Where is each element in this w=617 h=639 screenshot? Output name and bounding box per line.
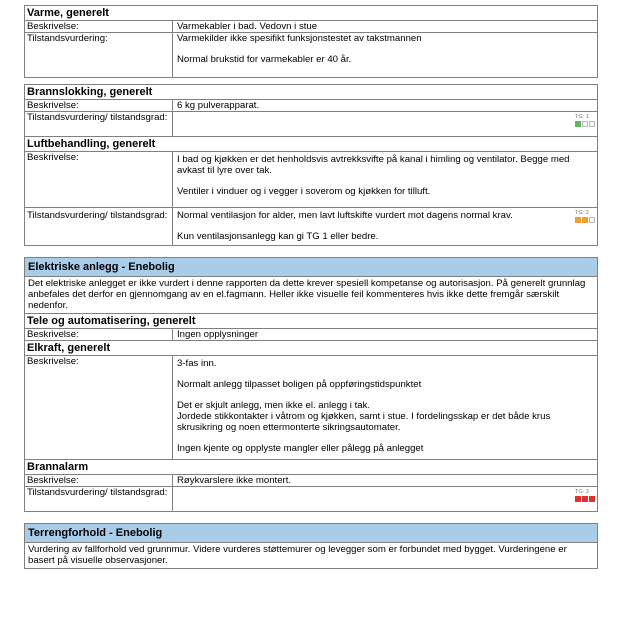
report-page (24, 5, 598, 569)
tg-cell-filled (582, 217, 588, 223)
value-text: I bad og kjøkken er det henholdsvis avtrekksvifte på kanal i himling og ventilator. Begge med avkast til lyre over tak. (177, 154, 570, 176)
value-text: 6 kg pulverapparat. (177, 100, 260, 111)
tg-indicator (575, 114, 595, 127)
row-value (173, 475, 597, 486)
row-value (173, 152, 597, 207)
section-elkraft (24, 341, 598, 460)
value-text: Normalt anlegg tilpasset boligen på oppføringstidspunktet (177, 379, 422, 390)
row-label: Beskrivelse: (25, 356, 173, 459)
section-varme (24, 5, 598, 78)
row-tilstand (25, 208, 597, 245)
main-section-text: Det elektriske anlegget er ikke vurdert i denne rapporten da dette krever spesiell kompetanse og autorisasjon. På generelt grunnlag anbefales det derfor en gjennomgang av en el.fagmann. Heller ikke visuelle feil kommenteres hvis ikke dette fremgår særskilt nedenfor. (28, 278, 586, 311)
row-label: Beskrivelse: (25, 21, 173, 32)
row-label: Tilstandsvurdering/ tilstandsgrad: (25, 112, 173, 136)
value-text: Varmekabler i bad. Vedovn i stue (177, 21, 318, 32)
section-luftbehandling (24, 137, 598, 246)
tg-cell (589, 217, 595, 223)
row-value (173, 112, 597, 136)
tg-bar (575, 217, 595, 223)
row-beskrivelse (25, 475, 597, 487)
value-text: Ingen opplysninger (177, 329, 259, 340)
row-value (173, 100, 597, 111)
value-text: Det er skjult anlegg, men ikke el. anlegg i tak. (177, 400, 371, 411)
row-label: Tilstandsvurdering: (25, 33, 173, 77)
tg-cell-filled (575, 217, 581, 223)
main-section-title: Elektriske anlegg - Enebolig (25, 258, 597, 277)
tg-bar (575, 121, 595, 127)
row-beskrivelse (25, 329, 597, 340)
row-beskrivelse (25, 21, 597, 33)
section-title: Varme, generelt (25, 6, 597, 21)
tg-label: TG: 3 (575, 489, 589, 495)
row-label: Beskrivelse: (25, 475, 173, 486)
tg-cell (589, 121, 595, 127)
tg-cell-filled (582, 496, 588, 502)
tg-label: TG: 1 (575, 114, 589, 120)
value-text: 3-fas inn. (177, 358, 217, 369)
tg-label: TG: 2 (575, 210, 589, 216)
value-text: Normal brukstid for varmekabler er 40 år. (177, 54, 352, 65)
row-label: Beskrivelse: (25, 152, 173, 207)
tg-cell-filled (589, 496, 595, 502)
value-text: Normal ventilasjon for alder, men lavt luftskifte vurdert mot dagens normal krav. (177, 210, 513, 221)
tg-bar (575, 496, 595, 502)
section-title: Brannalarm (25, 460, 597, 475)
row-value (173, 329, 597, 340)
section-title: Brannslokking, generelt (25, 85, 597, 100)
row-beskrivelse (25, 100, 597, 112)
row-value (173, 487, 597, 511)
section-title: Tele og automatisering, generelt (25, 314, 597, 329)
row-label: Tilstandsvurdering/ tilstandsgrad: (25, 487, 173, 511)
tg-indicator (575, 489, 595, 502)
row-beskrivelse (25, 152, 597, 208)
row-tilstand (25, 33, 597, 77)
value-text: Jordede stikkontakter i våtrom og kjøkken, samt i stue. I fordelingsskap er det både krus skrusikring og noen ettermonterte sikringsautomater. (177, 411, 551, 433)
row-label: Tilstandsvurdering/ tilstandsgrad: (25, 208, 173, 245)
row-value (173, 21, 597, 32)
value-text: Ingen kjente og opplyste mangler eller pålegg på anlegget (177, 443, 424, 454)
section-terrengforhold (24, 523, 598, 569)
row-value (173, 356, 597, 459)
main-section-title: Terrengforhold - Enebolig (25, 524, 597, 543)
row-value (173, 33, 597, 77)
row-beskrivelse (25, 356, 597, 459)
row-label: Beskrivelse: (25, 329, 173, 340)
section-brannslokking (24, 84, 598, 137)
section-tele (24, 314, 598, 341)
value-text: Kun ventilasjonsanlegg kan gi TG 1 eller bedre. (177, 231, 379, 242)
value-text: Varmekilder ikke spesifikt funksjonstestet av takstmannen (177, 33, 422, 44)
section-title: Elkraft, generelt (25, 341, 597, 356)
row-tilstand (25, 487, 597, 511)
value-text: Røykvarslere ikke montert. (177, 475, 292, 486)
section-elektriske-anlegg (24, 257, 598, 314)
section-brannalarm (24, 460, 598, 512)
row-tilstand (25, 112, 597, 136)
row-value (173, 208, 597, 245)
value-text: Ventiler i vinduer og i vegger i soverom og kjøkken for tilluft. (177, 186, 431, 197)
row-label: Beskrivelse: (25, 100, 173, 111)
tg-cell (582, 121, 588, 127)
tg-cell-filled (575, 121, 581, 127)
main-section-text: Vurdering av fallforhold ved grunnmur. Videre vurderes støttemurer og levegger som er forbundet med bygget. Vurderingene er basert på visuelle observasjoner. (28, 544, 567, 566)
section-title: Luftbehandling, generelt (25, 137, 597, 152)
tg-indicator (575, 210, 595, 223)
tg-cell-filled (575, 496, 581, 502)
